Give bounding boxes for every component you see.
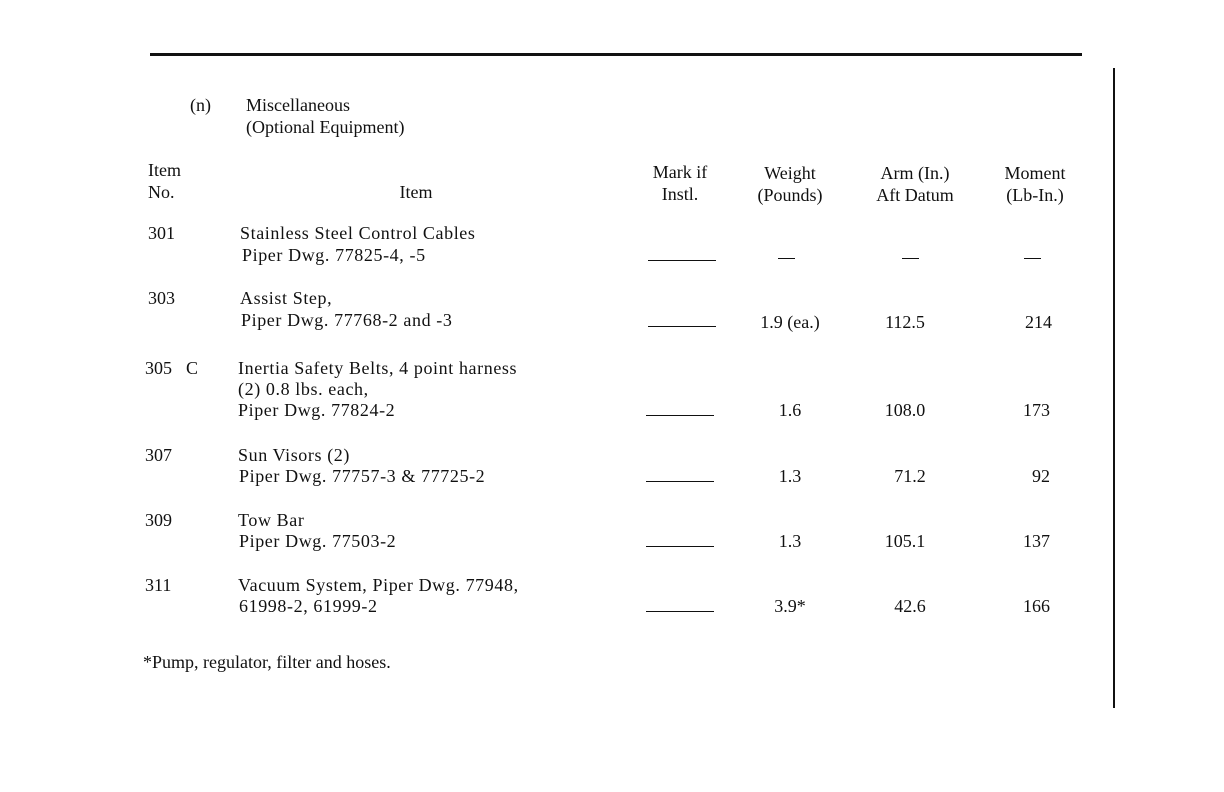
header-moment-line1: Moment — [1004, 163, 1066, 183]
row-item-line: 61998-2, 61999-2 — [239, 596, 378, 616]
weight-value: 1.3 — [778, 466, 802, 486]
header-item-no-line1: Item — [148, 160, 181, 180]
row-item-line: Piper Dwg. 77768-2 and -3 — [241, 310, 453, 330]
arm-value: 71.2 — [894, 466, 926, 486]
row-flag: C — [186, 358, 199, 378]
header-arm-line2: Aft Datum — [876, 185, 954, 205]
install-mark-blank[interactable] — [648, 326, 716, 327]
row-item-line: Piper Dwg. 77824-2 — [238, 400, 396, 420]
row-item-no: 305 — [145, 358, 172, 378]
header-arm-line1: Arm (In.) — [880, 163, 950, 183]
row-item-line: Assist Step, — [240, 288, 333, 308]
row-item-line: (2) 0.8 lbs. each, — [238, 379, 369, 399]
install-mark-blank[interactable] — [648, 260, 716, 261]
arm-value — [902, 258, 919, 259]
header-weight-line2: (Pounds) — [757, 185, 823, 205]
arm-value: 112.5 — [885, 312, 925, 332]
row-item-line: Tow Bar — [238, 510, 305, 530]
moment-value: 166 — [1023, 596, 1050, 616]
right-margin-rule — [1113, 68, 1115, 708]
header-moment-line2: (Lb-In.) — [1006, 185, 1064, 205]
install-mark-blank[interactable] — [646, 415, 714, 416]
footnote: *Pump, regulator, filter and hoses. — [143, 652, 391, 672]
row-item-line: Piper Dwg. 77757-3 & 77725-2 — [239, 466, 486, 486]
section-subtitle: (Optional Equipment) — [246, 117, 405, 137]
header-item-no-line2: No. — [148, 182, 175, 202]
row-item-no: 303 — [148, 288, 175, 308]
header-mark-line1: Mark if — [652, 162, 708, 182]
row-item-line: Piper Dwg. 77825-4, -5 — [242, 245, 426, 265]
row-item-line: Inertia Safety Belts, 4 point harness — [238, 358, 518, 378]
header-mark-line2: Instl. — [661, 184, 699, 204]
row-item-no: 307 — [145, 445, 172, 465]
moment-value — [1024, 258, 1041, 259]
moment-value: 137 — [1023, 531, 1050, 551]
header-item: Item — [399, 182, 433, 202]
weight-value: 3.9* — [774, 596, 806, 616]
weight-value: 1.3 — [778, 531, 802, 551]
moment-value: 214 — [1025, 312, 1052, 332]
section-title: Miscellaneous — [246, 95, 350, 115]
weight-value: 1.9 (ea.) — [760, 312, 820, 332]
moment-value: 92 — [1032, 466, 1050, 486]
arm-value: 42.6 — [894, 596, 926, 616]
section-label: (n) — [190, 95, 211, 115]
row-item-line: Sun Visors (2) — [238, 445, 350, 465]
row-item-no: 311 — [145, 575, 172, 595]
install-mark-blank[interactable] — [646, 546, 714, 547]
top-rule — [150, 53, 1082, 56]
arm-value: 108.0 — [884, 400, 926, 420]
header-weight-line1: Weight — [764, 163, 816, 183]
row-item-line: Vacuum System, Piper Dwg. 77948, — [238, 575, 519, 595]
install-mark-blank[interactable] — [646, 481, 714, 482]
install-mark-blank[interactable] — [646, 611, 714, 612]
row-item-no: 309 — [145, 510, 172, 530]
moment-value: 173 — [1023, 400, 1050, 420]
row-item-no: 301 — [148, 223, 175, 243]
weight-value: 1.6 — [778, 400, 802, 420]
arm-value: 105.1 — [884, 531, 926, 551]
row-item-line: Piper Dwg. 77503-2 — [239, 531, 397, 551]
row-item-line: Stainless Steel Control Cables — [240, 223, 476, 243]
weight-value — [778, 258, 795, 259]
